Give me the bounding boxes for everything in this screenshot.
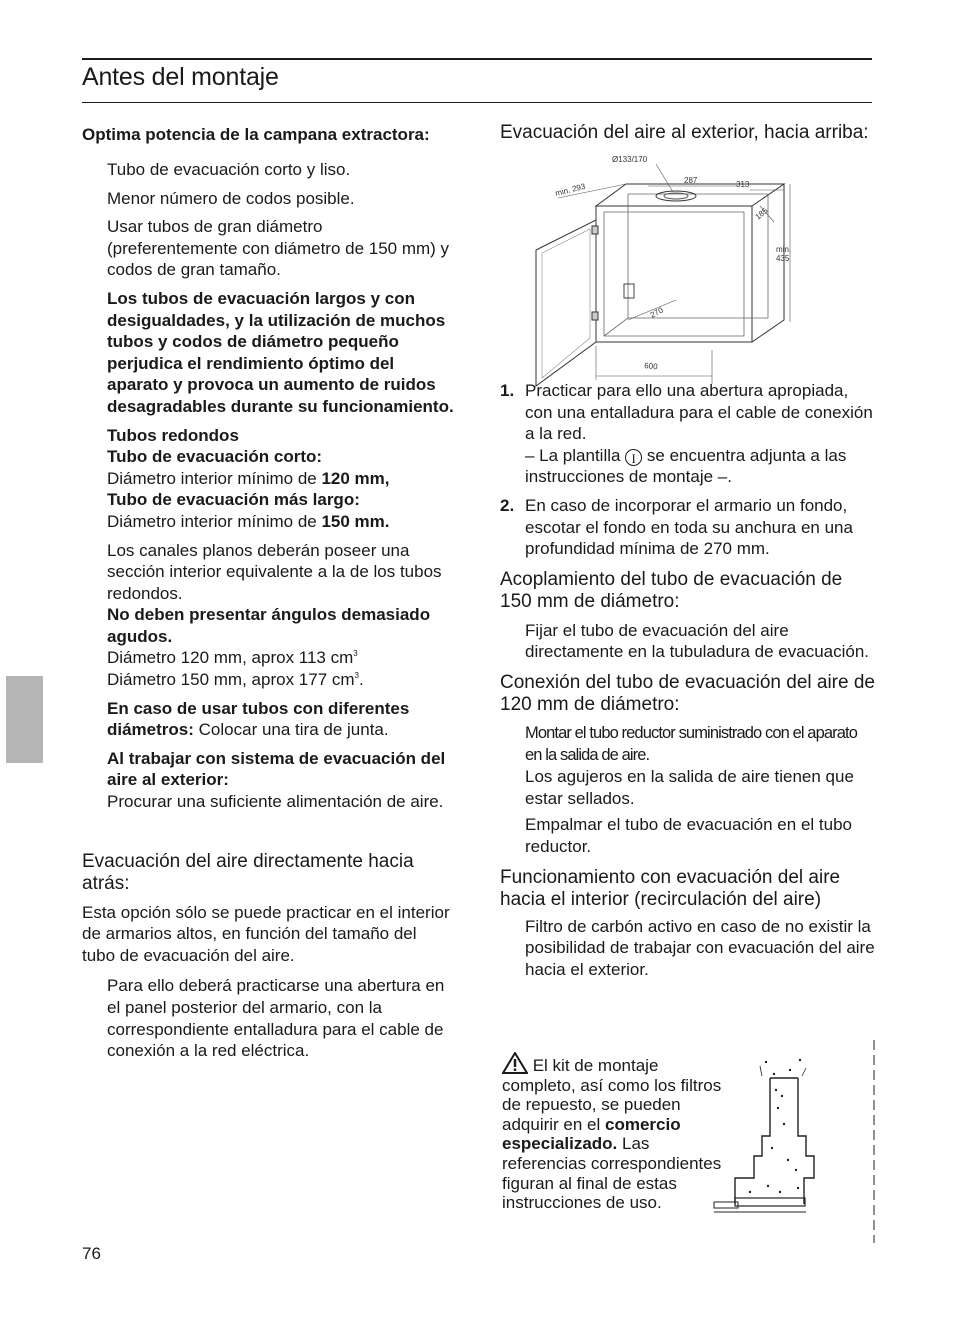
step-1 (500, 380, 875, 488)
step-1-number: 1. (500, 381, 515, 400)
dim-185: 185 (753, 206, 770, 222)
long-tube-diameter (107, 511, 454, 533)
round-tubes-title: Tubos redondos (107, 425, 239, 445)
item-few-elbows: Menor número de codos posible. (107, 188, 355, 208)
superscript-3: 3 (353, 649, 358, 659)
coupling-150-text: Fijar el tubo de evacuación del aire directamente en la tubuladura de evacuación. (525, 620, 870, 662)
short-tube-diameter (107, 468, 454, 490)
heading-120-connection: Conexión del tubo de evacuación del aire de 120 mm de diámetro: (500, 671, 875, 715)
page-title: Antes del montaje (82, 63, 279, 91)
left-column (82, 124, 454, 1062)
short-tube-value: 120 mm, (321, 468, 390, 488)
diameter-150-text: Diámetro 150 mm, aprox 177 cm (107, 670, 355, 690)
exterior-label: Al trabajar con sistema de evacuación del aire al exterior: (107, 748, 446, 790)
reducer-mount-text: Montar el tubo reductor suministrado con el aparato en la salida de aire. (525, 723, 857, 764)
different-diameters-text: Colocar una tira de junta. (193, 720, 389, 740)
exterior-text: Procurar una suficiente alimentación de aire. (107, 792, 444, 812)
step-2 (500, 495, 875, 560)
warning-text-a: El kit de montaje completo, así como los filtros de repuesto, se pueden adquirir en el (502, 1056, 722, 1134)
dim-diameter: Ø133/170 (612, 155, 648, 164)
angles-warning: No deben presentar ángulos demasiado agudos. (107, 605, 431, 646)
step-2-number: 2. (500, 495, 515, 515)
warning-text-c: Las referencias correspondientes figuran al final de estas instrucciones de uso. (502, 1134, 722, 1213)
item-large-diameter: Usar tubos de gran diámetro (preferentemente con diámetro de 150 mm) y codos de gran tamaño. (107, 217, 450, 280)
superscript-3: 3 (354, 671, 359, 681)
dim-min: min. (776, 245, 792, 254)
template-note-a: – La plantilla (525, 445, 626, 465)
long-tube-value: 150 mm. (321, 511, 390, 531)
recirculation-diagram (710, 1038, 880, 1243)
step-2-text: En caso de incorporar el armario un fondo, escotar el fondo en toda su anchura en una profundidad mínima de 270 mm. (525, 495, 853, 559)
dim-287: 287 (684, 176, 698, 185)
cabinet-top (596, 184, 784, 206)
warning-triangle-icon (502, 1052, 528, 1074)
section-tab-marker (6, 676, 43, 763)
short-tube-text: Diámetro interior mínimo de (107, 468, 322, 488)
long-tube-label: Tubo de evacuación más largo: (107, 490, 360, 510)
diameter-150-area (82, 669, 454, 691)
holes-sealed-text: Los agujeros en la salida de aire tienen que estar sellados. (525, 767, 854, 808)
different-diameters-label: En caso de usar tubos con diferentes diámetros: (107, 698, 410, 740)
heading-recirculation: Funcionamiento con evacuación del aire hacia el interior (recirculación del aire) (500, 866, 841, 910)
warning-long-tubes: Los tubos de evacuación largos y con desigualdades, y la utilización de muchos tubos y codos de diámetro pequeño perjudica el rendimiento óptimo del aparato y provoca un aumento de ruidos desagradables durante su funcionamiento. (107, 288, 454, 416)
heading-direct-back: Evacuación del aire directamente hacia atrás: (82, 850, 414, 894)
different-diameters-note (82, 698, 454, 741)
page-number: 76 (82, 1244, 101, 1263)
dim-270: 270 (648, 305, 665, 320)
warning-text-bold: comercio especializado. (502, 1114, 681, 1154)
direct-back-opening: Para ello deberá practicarse una abertura en el panel posterior del armario, con la correspondiente entalladura para el cable de conexión a la red eléctrica. (107, 976, 445, 1061)
period: . (359, 670, 364, 690)
connect-reducer-text: Empalmar el tubo de evacuación en el tubo reductor. (525, 815, 852, 856)
long-tube-text: Diámetro interior mínimo de (107, 511, 322, 531)
flat-channels-note: Los canales planos deberán poseer una sección interior equivalente a la de los tubos redondos. (107, 540, 442, 603)
dim-600: 600 (643, 361, 659, 372)
direct-back-para: Esta opción sólo se puede practicar en el interior de armarios altos, en función del tamaño del tubo de evacuación del aire. (82, 902, 450, 965)
round-tubes-block (82, 425, 454, 533)
warning-note (502, 1052, 727, 1213)
cabinet-diagram (528, 150, 793, 390)
header-rule-top (82, 58, 872, 60)
cabinet-door (536, 220, 596, 386)
heading-upward-exhaust: Evacuación del aire al exterior, hacia arriba: (500, 122, 869, 143)
step-1-text: Practicar para ello una abertura apropiada, con una entalladura para el cable de conexión a la red. (525, 381, 873, 444)
heading-optimal-power: Optima potencia de la campana extractora: (82, 125, 430, 144)
diameter-120-text: Diámetro 120 mm, aprox 113 cm (107, 648, 354, 668)
diameter-120-area (82, 647, 454, 669)
info-circle-icon: I (625, 449, 642, 466)
short-tube-label: Tubo de evacuación corto: (107, 447, 323, 467)
carbon-filter-text: Filtro de carbón activo en caso de no existir la posibilidad de trabajar con evacuación del aire hacia el exterior. (525, 916, 875, 979)
header-rule-bottom (82, 102, 872, 103)
dim-min-293: min. 293 (554, 181, 587, 198)
item-short-tube: Tubo de evacuación corto y liso. (107, 160, 351, 179)
dim-313: 313 (736, 180, 750, 189)
step-1-note (525, 445, 875, 488)
dim-435: 435 (776, 254, 790, 263)
heading-150-coupling: Acoplamiento del tubo de evacuación de 150 mm de diámetro: (500, 568, 843, 612)
template-note-b: se encuentra adjunta a las instrucciones de montaje –. (525, 445, 847, 487)
